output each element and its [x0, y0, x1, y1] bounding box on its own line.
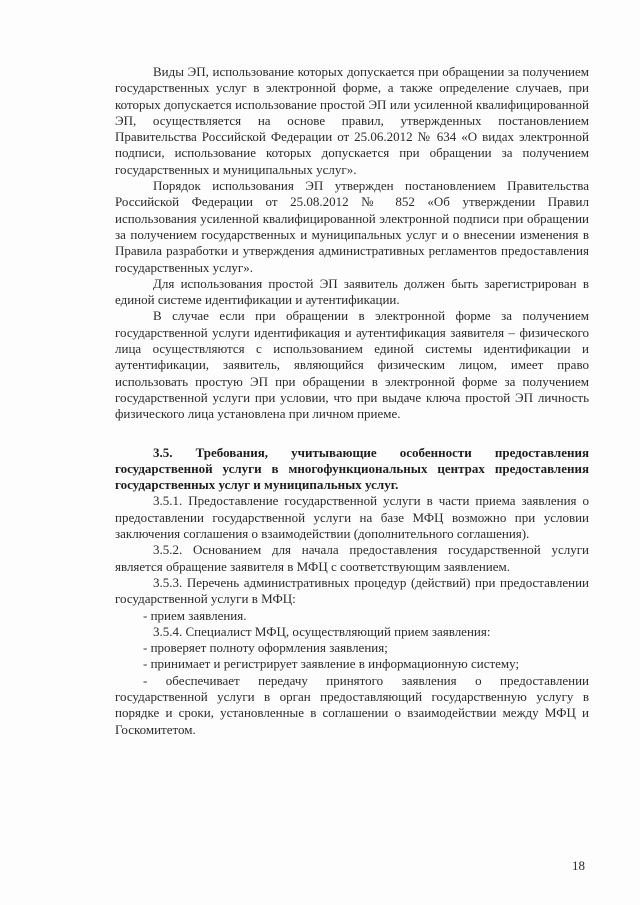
list-item-register-application: - принимает и регистрирует заявление в информационную систему;	[143, 656, 520, 672]
section-heading-3-5: 3.5. Требования, учитывающие особенности предоставления государственной услуги в многофункциональных центрах предоставления государственных услуг и муниципальных услуг.	[115, 444, 589, 493]
paragraph-signature-usage-order: Порядок использования ЭП утвержден постановлением Правительства Российской Федерации от 25.08.2012 № 852 «Об утверждении Правил использования усиленной квалифицированной электронной подписи при обращении за получением государственных и муниципальных услуг и о внесении изменения в Правила разработки и утверждения административных регламентов предоставления государственных услуг».	[115, 178, 589, 275]
paragraph-simple-signature-registration: Для использования простой ЭП заявитель должен быть зарегистрирован в единой системе идентификации и аутентификации.	[115, 275, 589, 308]
paragraph-3-5-1: 3.5.1. Предоставление государственной услуги в части приема заявления о предоставлении государственной услуги на базе МФЦ возможно при условии заключения соглашения о взаимодействии (дополнительного соглашения).	[115, 493, 589, 542]
paragraph-identification-case: В случае если при обращении в электронной форме за получением государственной услуги идентификация и аутентификация заявителя – физического лица осуществляются с использованием единой системы идентификации и аутентификации, заявитель, являющийся физическим лицом, имеет право использовать простую ЭП при обращении в электронной форме за получением государственной услуги при условии, что при выдаче ключа простой ЭП личность физического лица установлена при личном приеме.	[115, 308, 589, 422]
list-item-application-intake: - прием заявления.	[143, 607, 247, 623]
paragraph-3-5-2: 3.5.2. Основанием для начала предоставления государственной услуги является обращение заявителя в МФЦ с соответствующим заявлением.	[115, 542, 589, 574]
paragraph-3-5-3: 3.5.3. Перечень административных процедур (действий) при предоставлении государственной услуги в МФЦ:	[115, 574, 589, 607]
paragraph-electronic-signature-types: Виды ЭП, использование которых допускается при обращении за получением государственных услуг в электронной форме, а также определение случаев, при которых допускается использование простой ЭП или усиленной квалифицированной ЭП, осуществляется на основе правил, утвержденных постановлением Правительства Российской Федерации от 25.06.2012 № 634 «О видах электронной подписи, использование которых допускается при обращении за получением государственных и муниципальных услуг».	[115, 64, 589, 177]
paragraph-3-5-4: 3.5.4. Специалист МФЦ, осуществляющий прием заявления:	[153, 623, 491, 639]
list-item-transfer-application: - обеспечивает передачу принятого заявления о предоставлении государственной услуги в орган предоставляющий государственную услугу в порядке и сроки, установленные в соглашении о взаимодействии между МФЦ и Госкомитетом.	[115, 672, 589, 737]
document-body	[115, 64, 589, 738]
page-number: 18	[572, 858, 585, 873]
list-item-check-completeness: - проверяет полноту оформления заявления;	[143, 640, 388, 656]
